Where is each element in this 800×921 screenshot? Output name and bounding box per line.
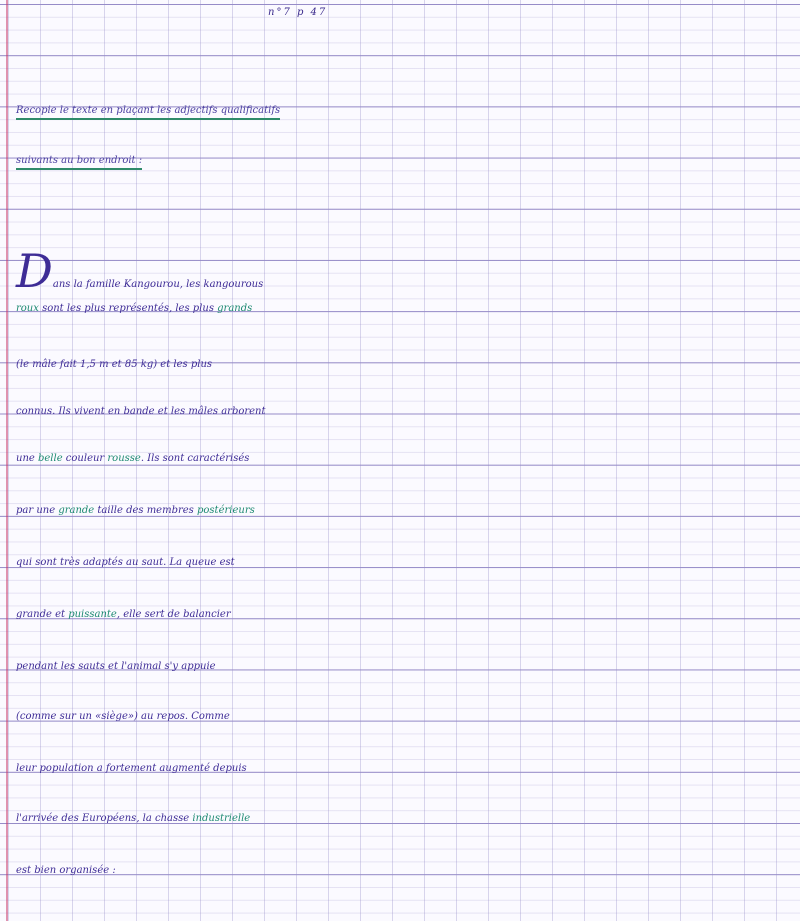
text-line-9: pendant les sauts et l'animal s'y appuie <box>16 661 216 672</box>
adjective-industrielle: industrielle <box>192 813 251 824</box>
adjective-rousse: rousse <box>107 453 141 464</box>
adjective-puissante: puissante <box>68 609 117 620</box>
text-line-6 <box>16 506 794 516</box>
instruction-text-1: Recopie le texte en plaçant les adjectifs qualificatifs <box>16 105 280 120</box>
instruction-text-2: suivants au bon endroit : <box>16 155 142 170</box>
text-line-10: (comme sur un «siège») au repos. Comme <box>16 711 230 722</box>
text-span: par une <box>16 505 59 516</box>
text-span: grande et <box>16 609 69 620</box>
adjective-posterieurs: postérieurs <box>197 505 255 516</box>
text-line-13: est bien organisée : <box>16 865 116 876</box>
text-span: taille des membres <box>94 505 197 516</box>
adjective-roux: roux <box>16 303 39 314</box>
text-line-4: connus. Ils vivent en bande et les mâles arborent <box>16 406 266 417</box>
text-line-2 <box>16 304 794 314</box>
text-span: couleur <box>62 453 108 464</box>
text-span: sont les plus représentés, les plus <box>38 303 218 314</box>
text-span: , elle sert de balancier <box>116 609 231 620</box>
adjective-belle: belle <box>37 453 63 464</box>
text-span: . Ils sont caractérisés <box>140 453 250 464</box>
text-line-5 <box>16 454 794 464</box>
text-span: une <box>16 453 38 464</box>
instruction-line-1 <box>16 106 794 116</box>
text-line-1 <box>16 244 794 298</box>
text-line-12 <box>16 814 794 824</box>
drop-cap: D <box>16 244 53 298</box>
adjective-grande: grande <box>58 505 95 516</box>
text-line-3: (le mâle fait 1,5 m et 85 kg) et les plus <box>16 359 213 370</box>
text-span: l'arrivée des Européens, la chasse <box>16 813 193 824</box>
text-line-8 <box>16 610 794 620</box>
page-margin-line <box>6 0 8 921</box>
instruction-line-2 <box>16 156 794 166</box>
text-line-11: leur population a fortement augmenté depuis <box>16 763 247 774</box>
adjective-grands: grands <box>217 303 253 314</box>
text-line-7: qui sont très adaptés au saut. La queue est <box>16 557 235 568</box>
exercise-header: n°7 p 47 <box>268 7 328 18</box>
text-span: ans la famille Kangourou, les kangourous <box>52 279 264 290</box>
